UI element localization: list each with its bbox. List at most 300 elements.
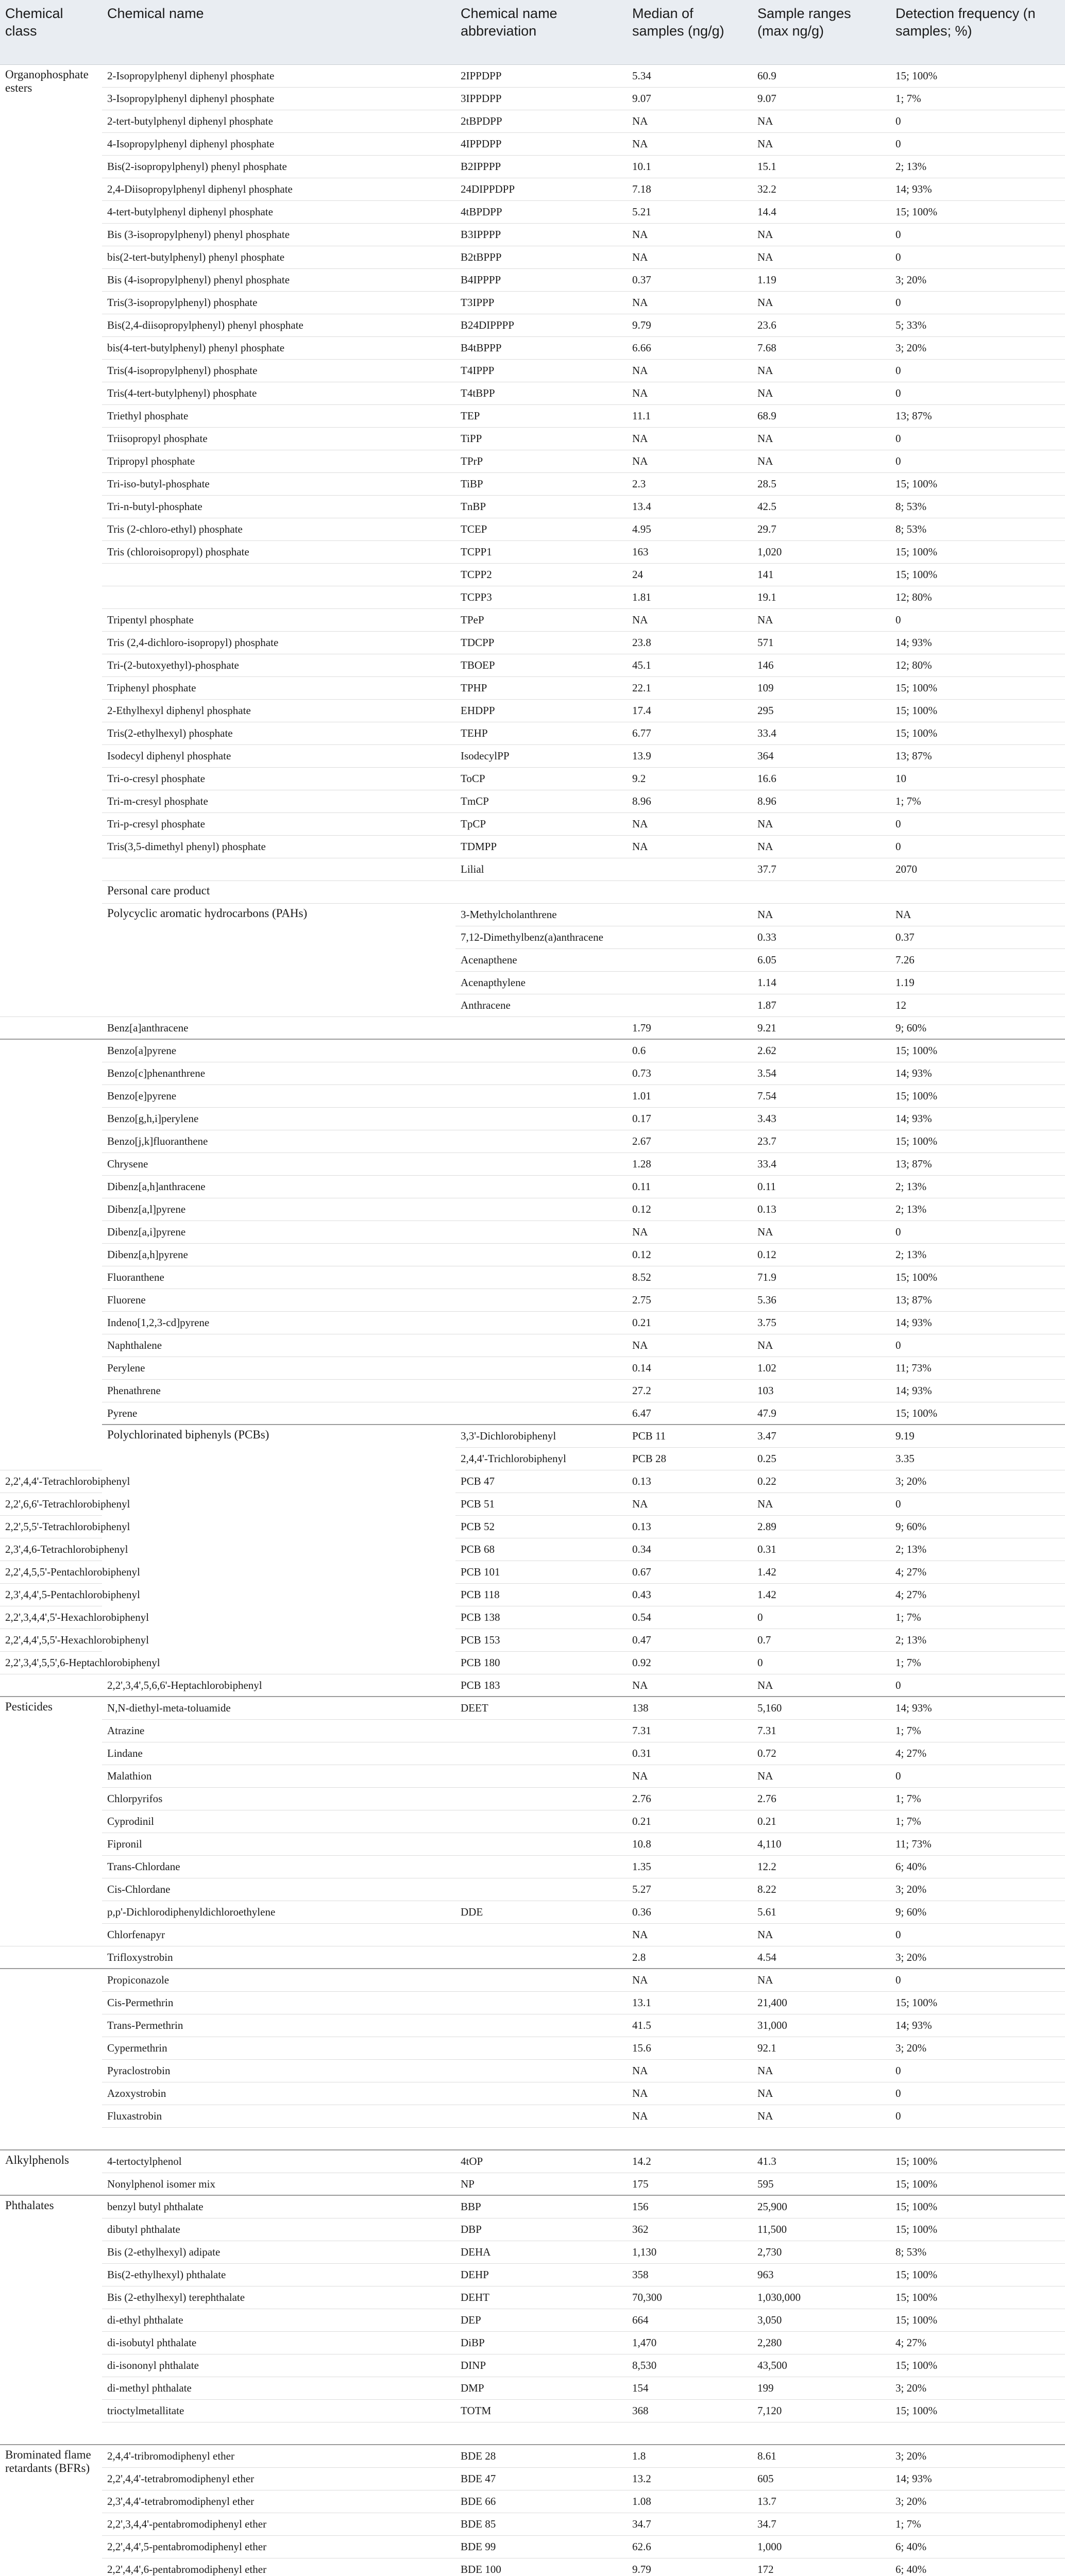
chemical-name-cell: Tris(3-isopropylphenyl) phosphate [102,291,455,314]
detection-frequency-cell: 12; 80% [890,586,1065,608]
detection-frequency-cell: 13; 87% [890,744,1065,767]
table-row [0,359,1065,382]
chemical-name-cell: Lilial [455,858,627,880]
detection-frequency-cell: 15; 100% [890,1402,1065,1425]
table-row [0,1697,1065,1719]
median-cell: 70,300 [627,2286,752,2309]
median-cell: 0.67 [627,1561,752,1583]
table-row [0,1334,1065,1357]
median-cell: 156 [627,2195,752,2218]
chemical-class-cell [0,1674,102,1697]
chemical-name-cell: di-isobutyl phthalate [102,2331,455,2354]
abbreviation-cell: DEP [455,2309,627,2331]
median-cell: 24 [627,563,752,586]
median-cell: 3.47 [752,1425,890,1447]
median-cell: NA [627,2059,752,2082]
abbreviation-cell: PCB 118 [455,1583,627,1606]
abbreviation-cell [455,1039,627,1062]
sample-range-cell: NA [752,427,890,450]
chemical-name-cell: Bis(2,4-diisopropylphenyl) phenyl phosphate [102,314,455,336]
abbreviation-cell [627,880,752,903]
detection-frequency-cell: 15; 100% [890,64,1065,87]
chemical-class-cell: Brominated flame retardants (BFRs) [0,2445,102,2576]
detection-frequency-cell: 4; 27% [890,1561,1065,1583]
abbreviation-cell: B2tBPPP [455,246,627,268]
chemical-name-cell: Perylene [102,1357,455,1379]
median-cell: NA [627,2105,752,2127]
abbreviation-cell: PCB 28 [627,1447,752,1470]
sample-range-cell: 605 [752,2467,890,2490]
median-cell: 1.08 [627,2490,752,2513]
median-cell: 1.01 [627,1084,752,1107]
detection-frequency-cell: 15; 100% [890,1130,1065,1153]
abbreviation-cell: BDE 99 [455,2535,627,2558]
sample-range-cell: 23.7 [752,1130,890,1153]
sample-range-cell [890,880,1065,903]
chemical-name-cell: bis(2-tert-butylphenyl) phenyl phosphate [102,246,455,268]
table-row [0,427,1065,450]
table-row [0,1266,1065,1289]
detection-frequency-cell: 0 [890,359,1065,382]
detection-frequency-cell: 0 [890,1493,1065,1515]
chemical-name-cell: Propiconazole [102,1969,455,1991]
median-cell: NA [627,359,752,382]
chemical-name-cell: 3,3'-Dichlorobiphenyl [455,1425,627,1447]
sample-range-cell: 71.9 [752,1266,890,1289]
detection-frequency-cell: 15; 100% [890,563,1065,586]
table-header [0,0,1065,64]
abbreviation-cell [455,2059,627,2082]
table-row [0,1311,1065,1334]
median-cell: 138 [627,1697,752,1719]
median-cell: 1,470 [627,2331,752,2354]
detection-frequency-cell: 2; 13% [890,1538,1065,1561]
detection-frequency-cell: 14; 93% [890,1311,1065,1334]
median-cell: NA [627,450,752,472]
sample-range-cell: NA [752,382,890,404]
detection-frequency-cell: 1; 7% [890,1810,1065,1833]
sample-range-cell: 12 [890,994,1065,1016]
sample-range-cell: NA [752,291,890,314]
table-row [0,87,1065,110]
abbreviation-cell: T4IPPP [455,359,627,382]
chemical-name-cell: Tri-n-butyl-phosphate [102,495,455,518]
chemical-class-cell: Polychlorinated biphenyls (PCBs) [102,1425,455,1674]
sample-range-cell: 1,020 [752,540,890,563]
chemical-name-cell: 2,2',4,4'-Tetrachlorobiphenyl [0,1470,102,1493]
detection-frequency-cell: 0 [890,812,1065,835]
detection-frequency-cell: 0 [890,450,1065,472]
chemical-name-cell: Tri-iso-butyl-phosphate [102,472,455,495]
table-row [0,1130,1065,1153]
table-row [0,654,1065,676]
table-row [0,2558,1065,2576]
median-cell: 0.47 [627,1629,752,1651]
table-row [0,1084,1065,1107]
table-row [0,450,1065,472]
table-body [0,64,1065,2576]
chemical-name-cell: Acenapthene [455,948,627,971]
chemical-name-cell [102,586,455,608]
header-chemical-name: Chemical name [102,0,455,64]
table-row [0,268,1065,291]
median-cell: 0.92 [627,1651,752,1674]
sample-range-cell: 92.1 [752,2037,890,2059]
detection-frequency-cell: 13; 87% [890,1153,1065,1175]
median-cell: 0.36 [627,1901,752,1923]
table-row [0,1719,1065,1742]
table-row [0,2263,1065,2286]
chemical-name-cell: N,N-diethyl-meta-toluamide [102,1697,455,1719]
chemical-name-cell: Fluorene [102,1289,455,1311]
table-row [0,2422,1065,2445]
detection-frequency-cell: 1; 7% [890,1606,1065,1629]
median-cell: NA [627,2082,752,2105]
median-cell: 2.75 [627,1289,752,1311]
median-cell: 7.31 [627,1719,752,1742]
chemical-name-cell: Lindane [102,1742,455,1765]
sample-range-cell: 2,730 [752,2241,890,2263]
chemical-name-cell: Cyprodinil [102,1810,455,1833]
chemical-name-cell: 2,2',5,5'-Tetrachlorobiphenyl [0,1515,102,1538]
table-row [0,223,1065,246]
chemical-name-cell: 2,4,4'-tribromodiphenyl ether [102,2445,455,2467]
chemical-name-cell: di-isononyl phthalate [102,2354,455,2377]
chemical-name-cell: 4-tertoctylphenol [102,2150,455,2173]
median-cell: 0.34 [627,1538,752,1561]
sample-range-cell: 9.19 [890,1425,1065,1447]
detection-frequency-cell: 2; 13% [890,1243,1065,1266]
table-row [0,2127,1065,2150]
detection-frequency-cell: 1; 7% [890,1719,1065,1742]
chemical-name-cell: Trifloxystrobin [102,1946,455,1969]
sample-range-cell: NA [752,2059,890,2082]
abbreviation-cell: 4tBPDPP [455,200,627,223]
median-cell: 15.6 [627,2037,752,2059]
sample-range-cell: 23.6 [752,314,890,336]
median-cell: 13.2 [627,2467,752,2490]
table-row [0,608,1065,631]
abbreviation-cell: TPeP [455,608,627,631]
chemical-name-cell: 2,2',3,4',5,6,6'-Heptachlorobiphenyl [102,1674,455,1697]
sample-range-cell: 1,000 [752,2535,890,2558]
abbreviation-cell: 24DIPPDPP [455,178,627,200]
table-row [0,2467,1065,2490]
detection-frequency-cell: 2; 13% [890,1629,1065,1651]
abbreviation-cell: DMP [455,2377,627,2399]
median-cell: NA [627,132,752,155]
sample-range-cell: NA [752,1221,890,1243]
median-cell: 17.4 [627,699,752,722]
sample-range-cell: 15.1 [752,155,890,178]
abbreviation-cell: PCB 153 [455,1629,627,1651]
table-row [0,110,1065,132]
abbreviation-cell [455,1221,627,1243]
abbreviation-cell: ToCP [455,767,627,790]
detection-frequency-cell: 0 [890,835,1065,858]
detection-frequency-cell: 4; 27% [890,1583,1065,1606]
table-row [0,1901,1065,1923]
abbreviation-cell: B2IPPPP [455,155,627,178]
detection-frequency-cell: 3; 20% [890,2490,1065,2513]
sample-range-cell: 21,400 [752,1991,890,2014]
table-row [0,1062,1065,1084]
chemical-name-cell: Fipronil [102,1833,455,1855]
chemical-name-cell: Benzo[g,h,i]perylene [102,1107,455,1130]
table-row [0,1221,1065,1243]
table-row [0,1969,1065,1991]
detection-frequency-cell: 9; 60% [890,1515,1065,1538]
sample-range-cell: 7.68 [752,336,890,359]
abbreviation-cell: DINP [455,2354,627,2377]
chemical-name-cell: Dibenz[a,l]pyrene [102,1198,455,1221]
chemical-name-cell: Tripropyl phosphate [102,450,455,472]
detection-frequency-cell: 2; 13% [890,1198,1065,1221]
chemical-name-cell: Tris (2,4-dichloro-isopropyl) phosphate [102,631,455,654]
median-cell: 0.14 [627,1357,752,1379]
chemical-name-cell: Chlorpyrifos [102,1787,455,1810]
detection-frequency-cell: 0 [890,1923,1065,1946]
median-cell: NA [627,382,752,404]
table-row [0,1357,1065,1379]
median-cell: NA [627,1923,752,1946]
abbreviation-cell: DDE [455,1901,627,1923]
abbreviation-cell: T4tBPP [455,382,627,404]
detection-frequency-cell: 0 [890,608,1065,631]
abbreviation-cell [455,1266,627,1289]
chemical-name-cell: 2,2',4,5,5'-Pentachlorobiphenyl [0,1561,102,1583]
detection-frequency-cell: 6; 40% [890,2535,1065,2558]
table-row [0,2218,1065,2241]
median-cell: 1.14 [752,971,890,994]
detection-frequency-cell: 15; 100% [890,540,1065,563]
table-row [0,835,1065,858]
detection-frequency-cell: 0 [890,132,1065,155]
median-cell: 9.2 [627,767,752,790]
sample-range-cell: 2.76 [752,1787,890,1810]
chemical-name-cell: Bis(2-ethylhexyl) phthalate [102,2263,455,2286]
sample-range-cell: NA [752,132,890,155]
chemical-name-cell: Tri-o-cresyl phosphate [102,767,455,790]
median-cell: 37.7 [752,858,890,880]
chemical-name-cell: 2,2',4,4',6-pentabromodiphenyl ether [102,2558,455,2576]
detection-frequency-cell: 15; 100% [890,1084,1065,1107]
median-cell: 0.11 [627,1175,752,1198]
table-row [0,1923,1065,1946]
table-row [0,1787,1065,1810]
chemical-name-cell: Atrazine [102,1719,455,1742]
median-cell: 0.43 [627,1583,752,1606]
median-cell: 0.73 [627,1062,752,1084]
header-row [0,0,1065,64]
chemical-name-cell: Bis (3-isopropylphenyl) phenyl phosphate [102,223,455,246]
abbreviation-cell: 2IPPDPP [455,64,627,87]
sample-range-cell: 41.3 [752,2150,890,2173]
median-cell: 14.2 [627,2150,752,2173]
median-cell: NA [627,1493,752,1515]
chemical-name-cell: Bis (2-ethylhexyl) adipate [102,2241,455,2263]
median-cell: 5.21 [627,200,752,223]
detection-frequency-cell: 0 [890,1221,1065,1243]
median-cell [627,2422,752,2445]
abbreviation-cell [455,1198,627,1221]
sample-range-cell: 25,900 [752,2195,890,2218]
chemical-class-cell: Organophosphate esters [0,64,102,1016]
table-row [0,858,1065,880]
sample-range-cell: 7.54 [752,1084,890,1107]
sample-range-cell: NA [752,1923,890,1946]
sample-range-cell: 141 [752,563,890,586]
median-cell: 1.28 [627,1153,752,1175]
abbreviation-cell: BDE 28 [455,2445,627,2467]
abbreviation-cell: TCPP3 [455,586,627,608]
chemical-name-cell: Bis (2-ethylhexyl) terephthalate [102,2286,455,2309]
table-row [0,246,1065,268]
table-row [0,2150,1065,2173]
chemical-name-cell: Azoxystrobin [102,2082,455,2105]
sample-range-cell: 68.9 [752,404,890,427]
sample-range-cell: 31,000 [752,2014,890,2037]
detection-frequency-cell: 0 [890,1969,1065,1991]
sample-range-cell: 0.12 [752,1243,890,1266]
sample-range-cell: 2,280 [752,2331,890,2354]
median-cell: 0.12 [627,1243,752,1266]
header-chemical-class: Chemical class [0,0,102,64]
abbreviation-cell [455,1787,627,1810]
detection-frequency-cell: 0 [890,427,1065,450]
chemical-name-cell: Tri-m-cresyl phosphate [102,790,455,812]
abbreviation-cell: BDE 85 [455,2513,627,2535]
abbreviation-cell: DBP [455,2218,627,2241]
sample-range-cell: 5.36 [752,1289,890,1311]
sample-range-cell: 4.54 [752,1946,890,1969]
abbreviation-cell: TCPP2 [455,563,627,586]
detection-frequency-cell: 0 [890,1765,1065,1787]
table-row [0,178,1065,200]
sample-range-cell: NA [752,1969,890,1991]
median-cell: NA [627,812,752,835]
sample-range-cell: 0.7 [752,1629,890,1651]
table-row [0,472,1065,495]
median-cell: 0.37 [627,268,752,291]
chemical-name-cell: bis(4-tert-butylphenyl) phenyl phosphate [102,336,455,359]
table-row [0,155,1065,178]
sample-range-cell: NA [752,246,890,268]
detection-frequency-cell [890,2422,1065,2445]
sample-range-cell: 963 [752,2263,890,2286]
sample-range-cell: NA [752,1765,890,1787]
median-cell: 8,530 [627,2354,752,2377]
abbreviation-cell: DEHT [455,2286,627,2309]
abbreviation-cell: TiBP [455,472,627,495]
median-cell: 27.2 [627,1379,752,1402]
sample-range-cell: NA [752,1493,890,1515]
sample-range-cell: 2.89 [752,1515,890,1538]
table-row [0,1289,1065,1311]
median-cell: 2.67 [627,1130,752,1153]
sample-range-cell: 0 [752,1606,890,1629]
abbreviation-cell [455,1243,627,1266]
detection-frequency-cell: 11; 73% [890,1833,1065,1855]
median-cell: 13.9 [627,744,752,767]
chemical-name-cell: Pyraclostrobin [102,2059,455,2082]
table-row [0,1810,1065,1833]
abbreviation-cell: TCEP [455,518,627,540]
sample-range-cell: 0.72 [752,1742,890,1765]
detection-frequency-cell: 15; 100% [890,2218,1065,2241]
chemical-name-cell: Tri-(2-butoxyethyl)-phosphate [102,654,455,676]
table-row [0,903,1065,926]
abbreviation-cell: DEHA [455,2241,627,2263]
chemical-name-cell: 2-Ethylhexyl diphenyl phosphate [102,699,455,722]
chemical-name-cell: Tri-p-cresyl phosphate [102,812,455,835]
detection-frequency-cell: 15; 100% [890,2309,1065,2331]
sample-range-cell [752,2422,890,2445]
detection-frequency-cell: 8; 53% [890,518,1065,540]
sample-range-cell: 29.7 [752,518,890,540]
chemical-class-cell: Phthalates [0,2195,102,2445]
chemical-name-cell: Nonylphenol isomer mix [102,2173,455,2195]
chemical-name-cell: Tris (2-chloro-ethyl) phosphate [102,518,455,540]
sample-range-cell: 0.37 [890,926,1065,948]
chemical-name-cell: Malathion [102,1765,455,1787]
chemical-name-cell: dibutyl phthalate [102,2218,455,2241]
table-row [0,1175,1065,1198]
table-row [0,2241,1065,2263]
sample-range-cell: NA [752,450,890,472]
chemical-name-cell: 2,2',6,6'-Tetrachlorobiphenyl [0,1493,102,1515]
sample-range-cell: 43,500 [752,2354,890,2377]
abbreviation-cell [455,1107,627,1130]
table-row [0,1402,1065,1425]
sample-range-cell: 47.9 [752,1402,890,1425]
detection-frequency-cell: 14; 93% [890,631,1065,654]
table-row [0,336,1065,359]
sample-range-cell: 0.22 [752,1470,890,1493]
abbreviation-cell: PCB 183 [455,1674,627,1697]
median-cell: 0.6 [627,1039,752,1062]
median-cell: 10.8 [627,1833,752,1855]
chemical-name-cell: Tris(4-tert-butylphenyl) phosphate [102,382,455,404]
abbreviation-cell: IsodecylPP [455,744,627,767]
abbreviation-cell [627,926,752,948]
chemical-name-cell: Triethyl phosphate [102,404,455,427]
table-row [0,767,1065,790]
median-cell: 6.05 [752,948,890,971]
detection-frequency-cell: 3; 20% [890,336,1065,359]
chemical-name-cell: Fluxastrobin [102,2105,455,2127]
table-row [0,1243,1065,1266]
detection-frequency-cell: 3; 20% [890,268,1065,291]
sample-range-cell: 28.5 [752,472,890,495]
abbreviation-cell: BDE 100 [455,2558,627,2576]
chemical-name-cell: 2,4-Diisopropylphenyl diphenyl phosphate [102,178,455,200]
median-cell: 2.8 [627,1946,752,1969]
detection-frequency-cell: 0 [890,110,1065,132]
chemical-name-cell: 2-tert-butylphenyl diphenyl phosphate [102,110,455,132]
sample-range-cell: 199 [752,2377,890,2399]
table-row [0,2513,1065,2535]
detection-frequency-cell: 15; 100% [890,1266,1065,1289]
detection-frequency-cell: 5; 33% [890,314,1065,336]
detection-frequency-cell: 14; 93% [890,1379,1065,1402]
median-cell: NA [627,1334,752,1357]
detection-frequency-cell: 15; 100% [890,2399,1065,2422]
sample-range-cell: 7,120 [752,2399,890,2422]
chemical-name-cell: Triisopropyl phosphate [102,427,455,450]
median-cell: 0.21 [627,1810,752,1833]
table-row [0,2490,1065,2513]
